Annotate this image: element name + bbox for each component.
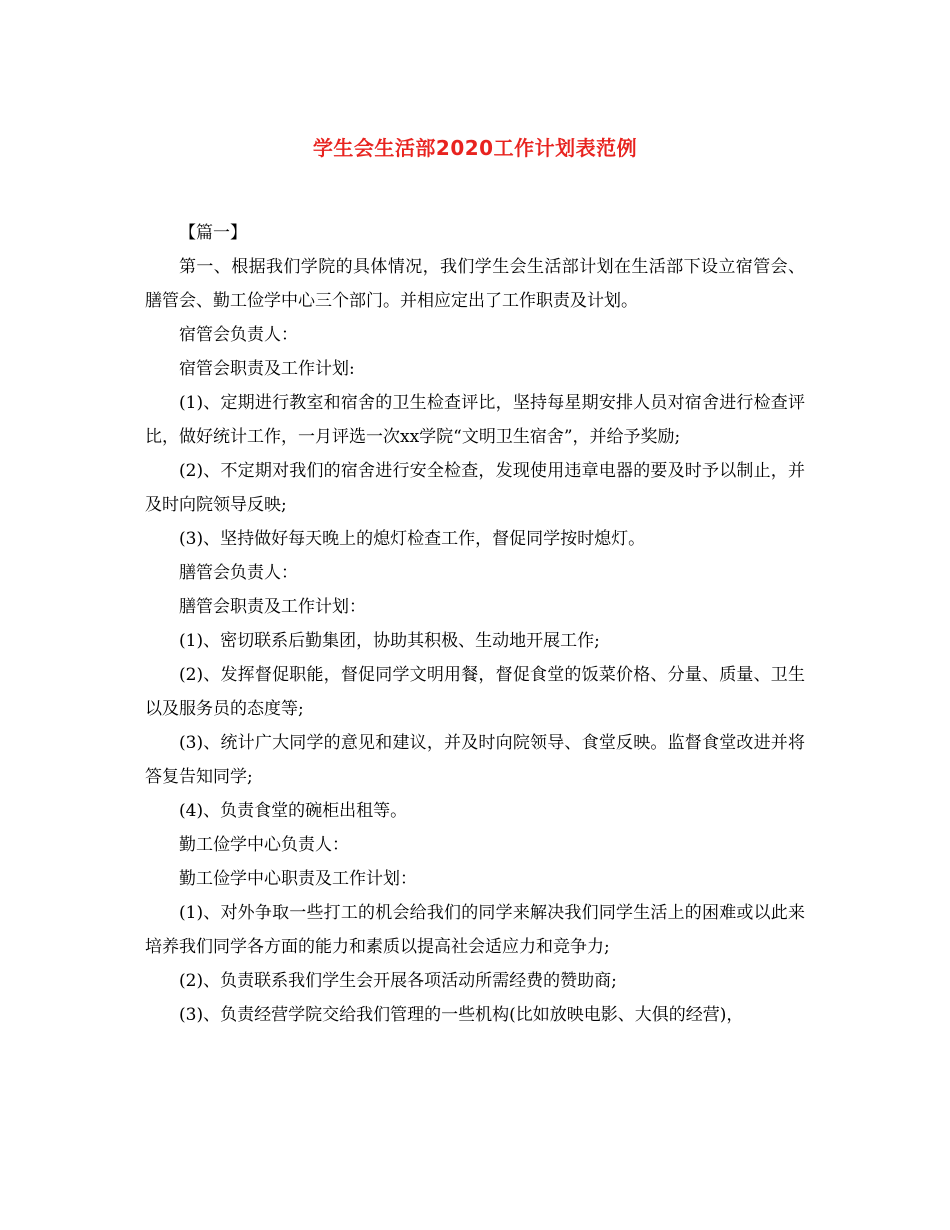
paragraph: 第一、根据我们学院的具体情况，我们学生会生活部计划在生活部下设立宿管会、膳管会、勤工俭学中心三个部门。并相应定出了工作职责及计划。 — [145, 257, 805, 311]
paragraph: (1)、对外争取一些打工的机会给我们的同学来解决我们同学生活上的困难或以此来培养我们同学各方面的能力和素质以提高社会适应力和竞争力; — [145, 903, 805, 957]
paragraph: 膳管会负责人： — [179, 563, 298, 583]
paragraph: (2)、负责联系我们学生会开展各项活动所需经费的赞助商; — [179, 971, 617, 991]
paragraph: (1)、密切联系后勤集团，协助其积极、生动地开展工作; — [179, 631, 600, 651]
section-label: 【篇一】 — [179, 223, 247, 243]
paragraph: (3)、统计广大同学的意见和建议，并及时向院领导、食堂反映。监督食堂改进并将答复告知同学; — [145, 733, 805, 787]
paragraph: 膳管会职责及工作计划： — [179, 597, 366, 617]
paragraph: 勤工俭学中心负责人： — [179, 835, 349, 855]
paragraph: (2)、不定期对我们的宿舍进行安全检查，发现使用违章电器的要及时予以制止，并及时向院领导反映; — [145, 461, 805, 515]
paragraph: 宿管会负责人： — [179, 325, 298, 345]
paragraph: 宿管会职责及工作计划: — [179, 359, 355, 379]
paragraph: (4)、负责食堂的碗柜出租等。 — [179, 801, 408, 821]
paragraph: (3)、坚持做好每天晚上的熄灯检查工作，督促同学按时熄灯。 — [179, 529, 646, 549]
paragraph: 勤工俭学中心职责及工作计划： — [179, 869, 417, 889]
document-body — [145, 216, 805, 1032]
document-title: 学生会生活部2020工作计划表范例 — [312, 136, 638, 160]
paragraph: (2)、发挥督促职能，督促同学文明用餐，督促食堂的饭菜价格、分量、质量、卫生以及服务员的态度等; — [145, 665, 805, 719]
paragraph: (3)、负责经营学院交给我们管理的一些机构(比如放映电影、大俱的经营)， — [179, 1005, 744, 1025]
paragraph: (1)、定期进行教室和宿舍的卫生检查评比，坚持每星期安排人员对宿舍进行检查评比，做好统计工作，一月评选一次xx学院“文明卫生宿舍”，并给予奖励; — [145, 393, 805, 447]
